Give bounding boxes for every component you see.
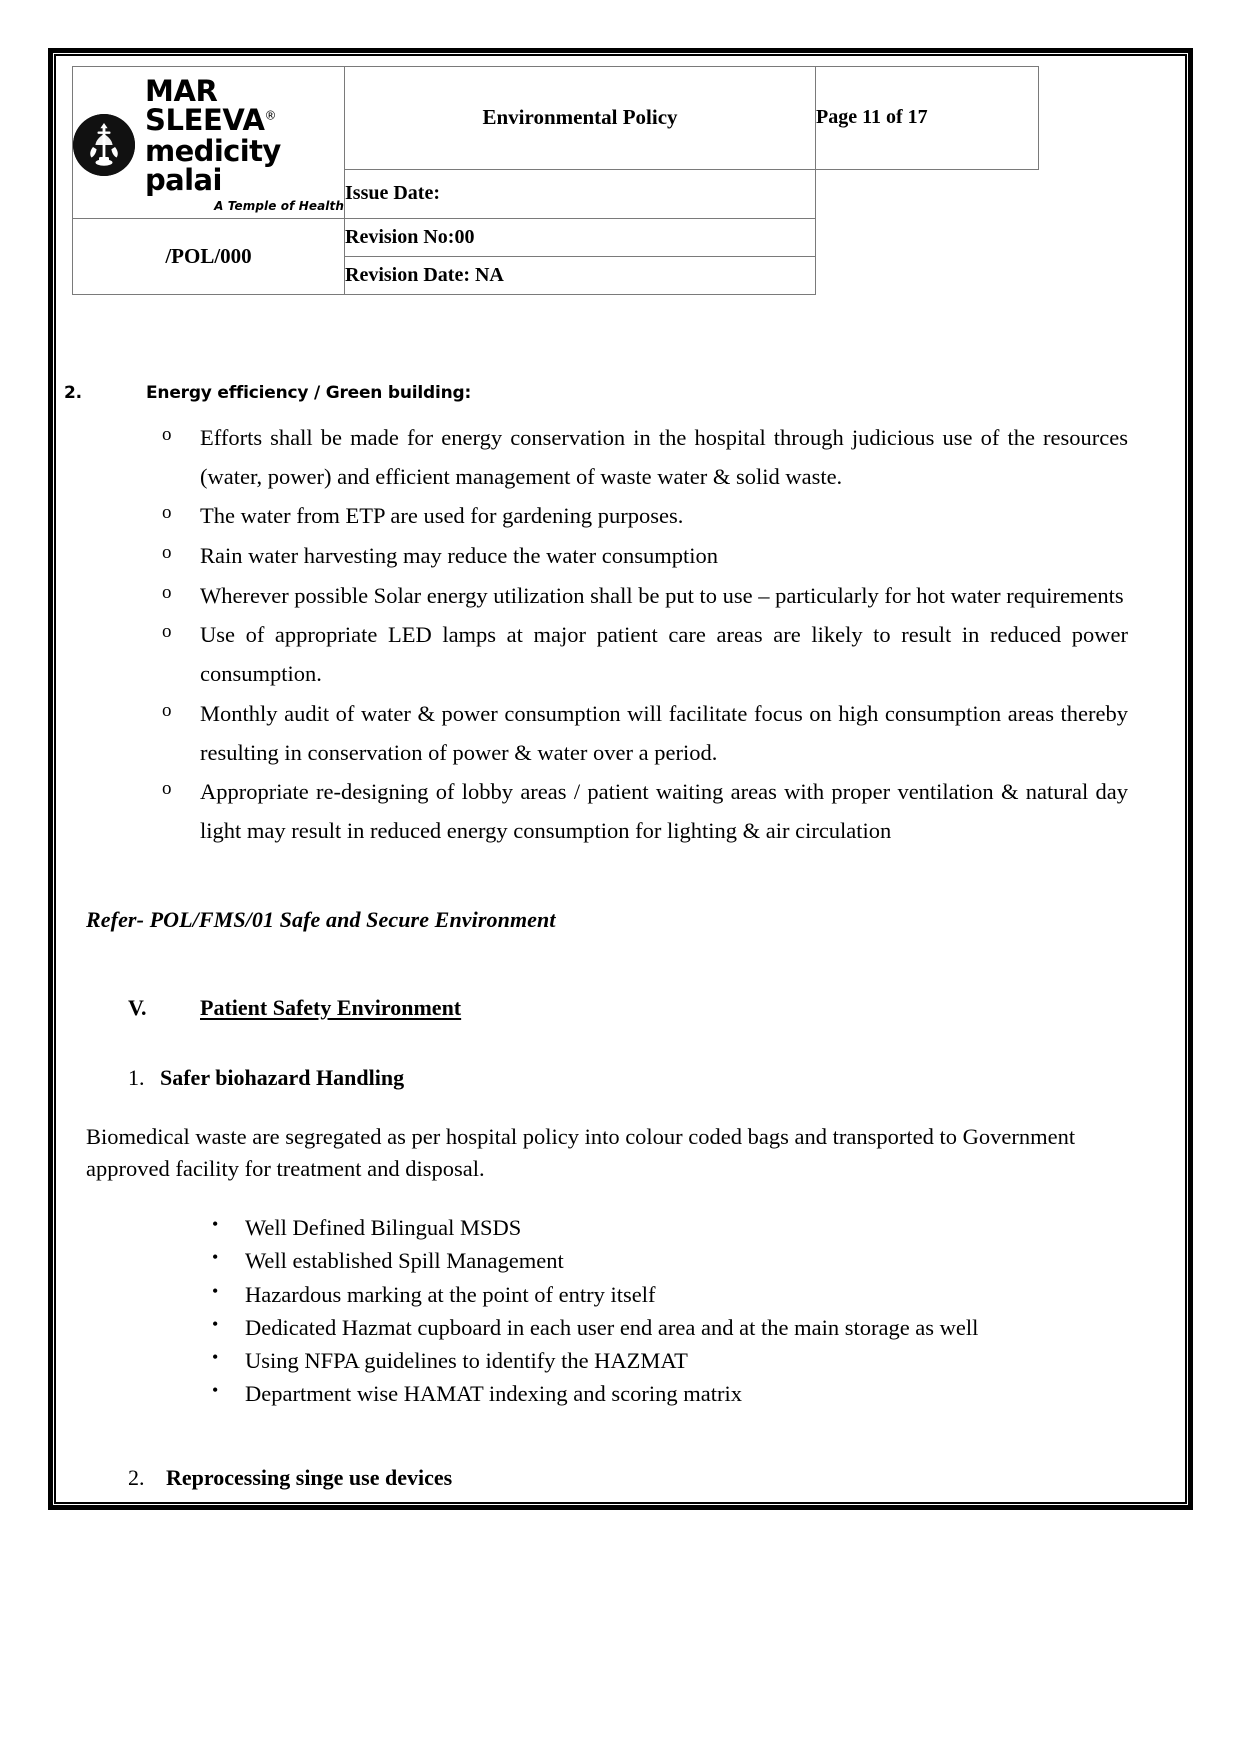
list-item [70, 419, 1170, 496]
header-page-number: Page 11 of 17 [816, 67, 1039, 170]
list-item-text: Wherever possible Solar energy utilization shall be put to use – particularly for hot water requirements [200, 582, 1124, 608]
list-item-text: Dedicated Hazmat cupboard in each user end area and at the main storage as well [245, 1314, 979, 1340]
list-item [70, 1378, 1170, 1409]
item-number: 2. [128, 1464, 145, 1490]
page-content [64, 66, 1170, 1491]
list-item [70, 577, 1170, 616]
energy-efficiency-heading-number: 2. [64, 383, 82, 403]
list-item-text: Use of appropriate LED lamps at major patient care areas are likely to result in reduced power consumption. [200, 622, 1128, 687]
item-text: Safer biohazard Handling [160, 1064, 405, 1090]
list-item [70, 616, 1170, 693]
bullet-dot-icon: • [212, 1214, 219, 1235]
bullet-marker-icon: o [162, 502, 172, 524]
roman-numeral: V. [128, 994, 147, 1020]
list-item-text: Monthly audit of water & power consumption will facilitate focus on high consumption areas thereby resulting in conservation of power & water over a period. [200, 700, 1128, 765]
hazard-handling-bullet-list [70, 1212, 1170, 1408]
tree-emblem-icon [73, 114, 135, 176]
patient-safety-environment-heading [128, 995, 1170, 1021]
header-issue-date: Issue Date: [345, 169, 816, 218]
logo-brand-line1: MAR SLEEVA [145, 74, 265, 137]
list-item [70, 497, 1170, 536]
safer-biohazard-handling-heading [128, 1065, 1170, 1091]
header-logo-cell [73, 67, 345, 219]
bullet-dot-icon: • [212, 1379, 219, 1400]
bullet-dot-icon: • [212, 1346, 219, 1367]
list-item-text: Appropriate re-designing of lobby areas / patient waiting areas with proper ventilation & natural day light may result in reduced energy consumption for lighting & air circulation [200, 779, 1128, 843]
bullet-marker-icon: o [162, 542, 172, 564]
list-item-text: Using NFPA guidelines to identify the HAZMAT [245, 1347, 688, 1373]
logo-brand-line2: medicity palai [145, 134, 281, 197]
bullet-dot-icon: • [212, 1247, 219, 1268]
reprocessing-single-use-devices-heading [128, 1465, 1170, 1491]
list-item-text: Efforts shall be made for energy conservation in the hospital through judicious use of the resources (water, power) and efficient management of waste water & solid waste. [200, 425, 1128, 489]
bullet-marker-icon: o [162, 424, 172, 445]
list-item [70, 695, 1170, 772]
energy-efficiency-heading-text: Energy efficiency / Green building: [146, 383, 472, 403]
bullet-marker-icon: o [162, 778, 172, 800]
item-number: 1. [128, 1064, 145, 1090]
refer-reference-line: Refer- POL/FMS/01 Safe and Secure Environment [86, 906, 556, 932]
list-item-text: Rain water harvesting may reduce the water consumption [200, 543, 718, 569]
bullet-marker-icon: o [162, 699, 172, 721]
document-body [64, 383, 1170, 1491]
roman-heading-text: Patient Safety Environment [200, 994, 462, 1020]
list-item [70, 1212, 1170, 1243]
list-item [70, 1279, 1170, 1310]
energy-efficiency-bullet-list [70, 419, 1170, 851]
bullet-dot-icon: • [212, 1280, 219, 1301]
list-item [70, 537, 1170, 576]
header-revision-date: Revision Date: NA [345, 257, 816, 295]
header-document-code: /POL/000 [73, 219, 345, 295]
hospital-logo [73, 73, 344, 212]
header-revision-no: Revision No:00 [345, 219, 816, 257]
list-item [70, 773, 1170, 850]
item-text: Reprocessing singe use devices [166, 1464, 453, 1490]
bullet-marker-icon: o [162, 621, 172, 643]
list-item-text: The water from ETP are used for gardening purposes. [200, 503, 684, 529]
biomedical-waste-paragraph: Biomedical waste are segregated as per hospital policy into colour coded bags and transported to Government approved facility for treatment and disposal. [86, 1123, 1076, 1181]
header-document-title: Environmental Policy [345, 67, 816, 170]
list-item-text: Hazardous marking at the point of entry itself [245, 1281, 656, 1307]
list-item-text: Department wise HAMAT indexing and scoring matrix [245, 1380, 742, 1406]
document-header-table [72, 66, 1039, 295]
list-item-text: Well Defined Bilingual MSDS [245, 1215, 522, 1241]
registered-trademark-icon: ® [264, 108, 277, 123]
logo-tagline: A Temple of Health [214, 199, 344, 213]
bullet-marker-icon: o [162, 581, 172, 603]
logo-wordmark [145, 74, 344, 213]
bullet-dot-icon: • [212, 1313, 219, 1334]
list-item-text: Well established Spill Management [245, 1248, 564, 1274]
energy-efficiency-heading [64, 383, 1170, 403]
list-item [70, 1245, 1170, 1276]
list-item [70, 1312, 1170, 1343]
list-item [70, 1345, 1170, 1376]
